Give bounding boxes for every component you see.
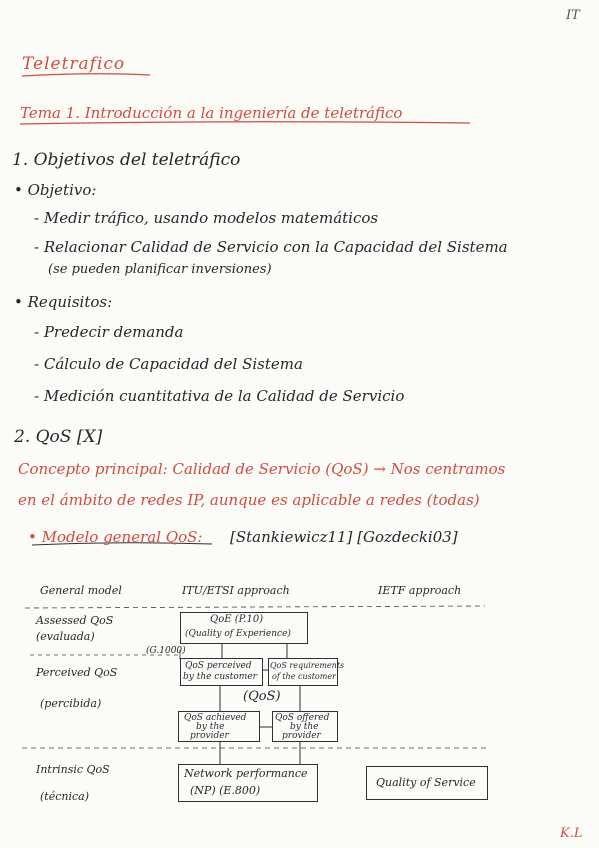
offered-2: by the bbox=[290, 722, 319, 732]
objetivos-label: • Objetivo: bbox=[14, 181, 97, 199]
section2-heading: 2. QoS [X] bbox=[14, 427, 103, 447]
perc-customer-1: QoS perceived bbox=[185, 661, 252, 671]
req-customer-2: of the customer bbox=[272, 672, 336, 681]
requisito-item-2: - Cálculo de Capacidad del Sistema bbox=[34, 355, 303, 373]
row-perceived: Perceived QoS bbox=[36, 666, 118, 679]
row-assessed-es: (evaluada) bbox=[36, 630, 95, 643]
concept-line-1: Concepto principal: Calidad de Servicio (QoS) → Nos centramos bbox=[18, 460, 506, 478]
g1000-label: (G.1000) bbox=[146, 646, 186, 656]
np-line-1: Network performance bbox=[184, 767, 308, 780]
col-ietf: IETF approach bbox=[378, 584, 462, 597]
section1-heading: 1. Objetivos del teletráfico bbox=[12, 150, 241, 170]
np-line-2: (NP) (E.800) bbox=[190, 784, 261, 797]
signature: K.L bbox=[560, 826, 583, 841]
course-title: Teletrafico bbox=[22, 54, 126, 74]
model-refs: [Stankiewicz11] [Gozdecki03] bbox=[230, 528, 458, 546]
objetivo-item-3: (se pueden planificar inversiones) bbox=[48, 262, 272, 277]
row-intrinsic: Intrinsic QoS bbox=[36, 763, 110, 776]
col-general: General model bbox=[40, 584, 122, 597]
achieved-1: QoS achieved bbox=[184, 713, 247, 723]
achieved-3: provider bbox=[190, 731, 229, 741]
qos-center: (QoS) bbox=[243, 689, 281, 704]
objetivo-item-1: - Medir tráfico, usando modelos matemáticos bbox=[34, 209, 379, 227]
qoe-line-2: (Quality of Experience) bbox=[185, 629, 291, 639]
qoe-line-1: QoE (P.10) bbox=[210, 614, 264, 625]
row-assessed: Assessed QoS bbox=[36, 614, 114, 627]
row-intrinsic-es: (técnica) bbox=[40, 790, 89, 803]
achieved-2: by the bbox=[196, 722, 225, 732]
req-customer-1: QoS requirements bbox=[270, 661, 345, 670]
model-label: • Modelo general QoS: bbox=[28, 528, 203, 546]
row-perceived-es: (percibida) bbox=[40, 697, 102, 710]
perc-customer-2: by the customer bbox=[183, 672, 257, 682]
requisito-item-1: - Predecir demanda bbox=[34, 323, 184, 341]
objetivo-item-2: - Relacionar Calidad de Servicio con la Capacidad del Sistema bbox=[34, 238, 508, 256]
offered-3: provider bbox=[282, 731, 321, 741]
col-itu: ITU/ETSI approach bbox=[182, 584, 290, 597]
topic-title: Tema 1. Introducción a la ingeniería de teletráfico bbox=[20, 104, 403, 122]
page-tag: IT bbox=[566, 8, 580, 23]
concept-line-2: en el ámbito de redes IP, aunque es aplicable a redes (todas) bbox=[18, 491, 480, 509]
requisito-item-3: - Medición cuantitativa de la Calidad de Servicio bbox=[34, 387, 405, 405]
requisitos-label: • Requisitos: bbox=[14, 293, 113, 311]
qos-ietf: Quality of Service bbox=[376, 776, 476, 789]
offered-1: QoS offered bbox=[275, 713, 330, 723]
